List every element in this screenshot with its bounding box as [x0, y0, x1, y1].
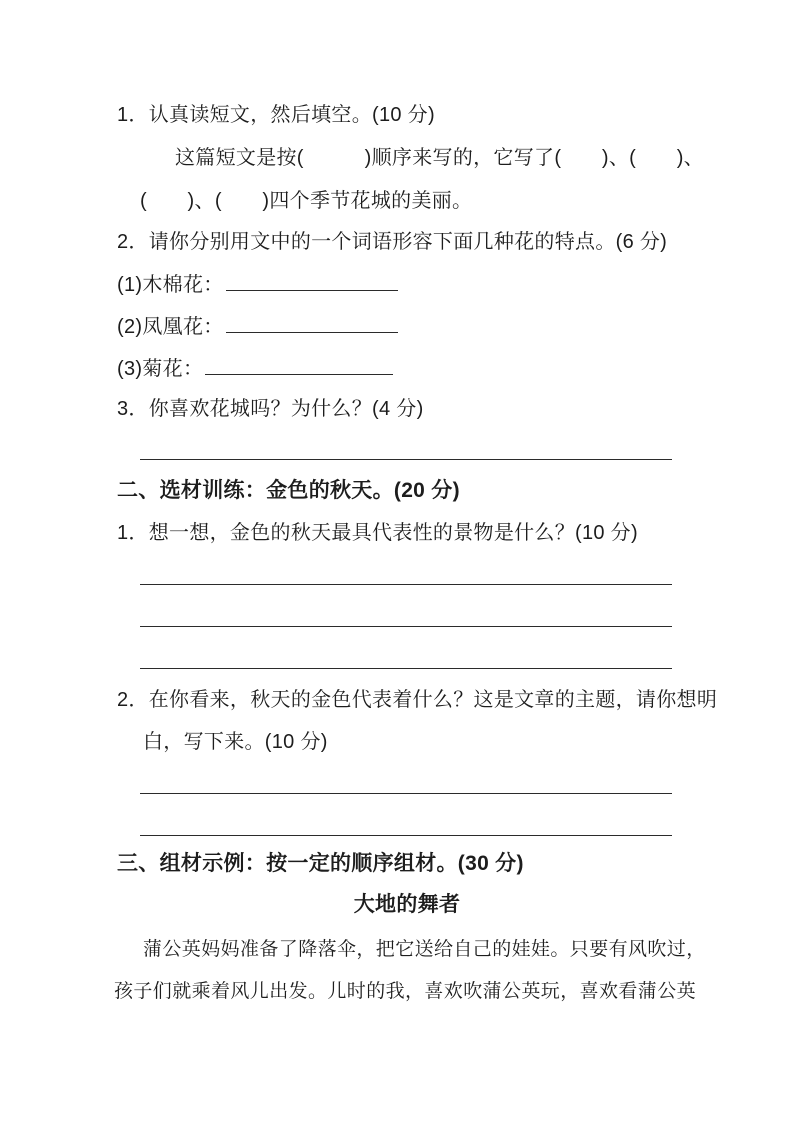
question-2-item-1 [117, 273, 398, 296]
section-one-question-3: 3．你喜欢花城吗？为什么？(4 分) [117, 398, 424, 420]
answer-rule-line [140, 584, 672, 585]
answer-blank-underline [205, 357, 393, 375]
essay-paragraph-line-1: 蒲公英妈妈准备了降落伞，把它送给自己的娃娃。只要有风吹过， [143, 938, 706, 960]
answer-rule-line [140, 793, 672, 794]
section-two-question-1: 1．想一想，金色的秋天最具代表性的景物是什么？(10 分) [117, 522, 638, 544]
answer-blank-underline [226, 315, 398, 333]
question-2-item-2 [117, 315, 398, 338]
section-one-question-2: 2．请你分别用文中的一个词语形容下面几种花的特点。(6 分) [117, 231, 668, 253]
answer-rule-line [140, 626, 672, 627]
question-2-item-3-label: (3)菊花： [117, 358, 204, 380]
section-two-question-2-line-1: 2．在你看来，秋天的金色代表着什么？这是文章的主题，请你想明 [117, 689, 718, 711]
essay-paragraph-line-2: 孩子们就乘着风儿出发。儿时的我，喜欢吹蒲公英玩，喜欢看蒲公英 [114, 980, 697, 1002]
section-two-heading: 二、选材训练：金色的秋天。(20 分) [117, 479, 460, 502]
section-two-question-2-line-2: 白，写下来。(10 分) [143, 731, 328, 753]
answer-rule-line [140, 668, 672, 669]
question-2-item-1-label: (1)木棉花： [117, 274, 224, 296]
answer-rule-line [140, 459, 672, 460]
question-2-item-2-label: (2)凤凰花： [117, 316, 224, 338]
question-2-item-3 [117, 357, 393, 380]
question-1-fill-line-2: ( )、( )四个季节花城的美丽。 [140, 190, 473, 212]
section-three-heading: 三、组材示例：按一定的顺序组材。(30 分) [117, 852, 524, 875]
answer-blank-underline [226, 273, 398, 291]
answer-rule-line [140, 835, 672, 836]
section-one-question-1: 1．认真读短文，然后填空。(10 分) [117, 104, 435, 126]
essay-title: 大地的舞者 [353, 893, 461, 916]
question-1-fill-line-1: 这篇短文是按( )顺序来写的，它写了( )、( )、 [175, 147, 704, 169]
